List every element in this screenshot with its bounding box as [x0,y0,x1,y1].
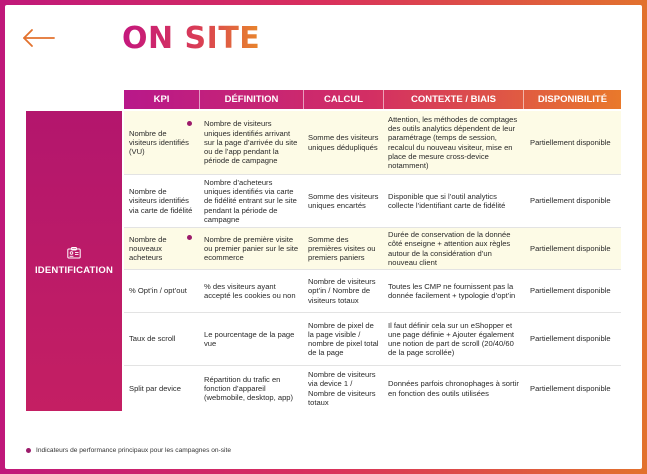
footnote-text: Indicateurs de performance principaux pour les campagnes on-site [36,447,231,454]
disponibilite-cell: Partiellement disponible [530,243,611,253]
header-kpi: KPI [124,90,200,109]
table-row [124,228,621,270]
contexte-cell: Disponible que si l’outil analytics collecte l’identifiant carte de fidélité [388,191,506,210]
disponibilite-cell: Partiellement disponible [530,286,611,296]
marker-dot-icon [187,235,192,240]
definition-cell: Nombre d’acheteurs uniques identifiés via carte de fidélité entrant sur le site pendant la période de campagne [204,177,297,224]
calcul-cell: Somme des premières visites ou premiers paniers [308,234,376,263]
id-card-icon [67,247,81,259]
kpi-cell: Nombre de visiteurs identifiés via carte de fidélité [129,187,193,215]
header-calcul: CALCUL [304,90,384,109]
contexte-cell: Attention, les méthodes de comptages des outils analytics dépendent de leur paramétrage (temps de session, recalcul du nouveau visiteur, mise en place de mesure cross-device notamment) [388,114,518,170]
section-identification [26,111,122,411]
calcul-cell: Somme des visiteurs uniques encartés [308,191,379,210]
contexte-cell: Il faut définir cela sur un eShopper et une page définie + Ajouter également une notion de part de scroll (20/40/60 de la page scrollée) [388,320,515,358]
kpi-cell: Nombre de nouveaux acheteurs [124,228,200,269]
calcul-cell: Somme des visiteurs uniques dédupliqués [308,133,379,152]
page-title: ON SITE [122,21,261,56]
definition-cell: Nombre de première visite ou premier panier sur le site ecommerce [204,234,299,263]
table-body [124,111,621,411]
marker-dot-icon [187,121,192,126]
contexte-cell: Toutes les CMP ne fournissent pas la donnée facilement + typologie d’opt’in [388,281,516,300]
kpi-cell: Split par device [129,383,181,393]
back-arrow-icon[interactable] [22,28,56,48]
kpi-cell: % Opt’in / opt’out [129,286,187,296]
kpi-cell: Taux de scroll [129,334,176,344]
definition-cell: Le pourcentage de la page vue [204,329,295,348]
marker-dot-icon [26,448,31,453]
section-label: IDENTIFICATION [34,264,114,276]
disponibilite-cell: Partiellement disponible [530,137,611,147]
header-definition: DÉFINITION [200,90,304,109]
table-row [124,313,621,366]
definition-cell: Nombre de visiteurs uniques identifiés arrivant sur la page d’arrivée du site ou de l’app pendant la période de campagne [204,119,298,166]
contexte-cell: Données parfois chronophages à sortir en fonction des outils utilisées [388,379,519,398]
disponibilite-cell: Partiellement disponible [530,196,611,206]
table-row [124,366,621,411]
disponibilite-cell: Partiellement disponible [530,383,611,393]
calcul-cell: Nombre de pixel de la page visible / nombre de pixel total de la page [308,320,379,358]
table-header [124,90,621,109]
table-row [124,175,621,228]
definition-cell: % des visiteurs ayant accepté les cookies ou non [204,281,296,300]
header-contexte: CONTEXTE / BIAIS [384,90,524,109]
calcul-cell: Nombre de visiteurs opt’in / Nombre de visiteurs totaux [308,277,376,305]
calcul-cell: Nombre de visiteurs via device 1 / Nombre de visiteurs totaux [308,370,376,407]
disponibilite-cell: Partiellement disponible [530,334,611,344]
definition-cell: Répartition du trafic en fonction d’appareil (webmobile, desktop, app) [204,374,294,403]
footnote [26,447,231,454]
kpi-cell: Nombre de visiteurs identifiés (VU) [124,111,200,174]
table-row [124,111,621,175]
header-disponibilite: DISPONIBILITÉ [537,94,608,105]
table-row [124,270,621,313]
contexte-cell: Durée de conservation de la donnée côté enseigne + attention aux règles autour de la considération d’un nouveau client [388,230,511,267]
